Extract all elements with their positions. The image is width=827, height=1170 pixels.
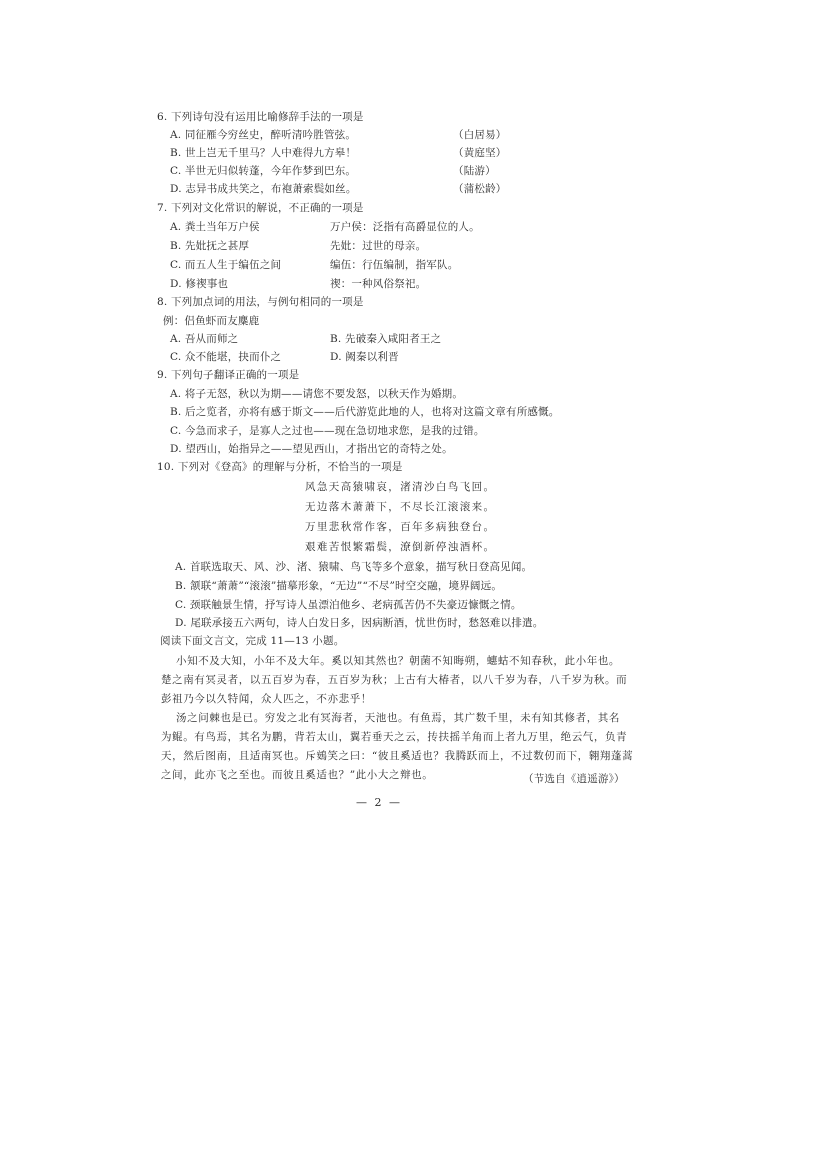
q10-option-a: A. 首联选取天、风、沙、渚、猿啸、鸟飞等多个意象，描写秋日登高见闻。 [175, 561, 533, 573]
poem-line: 无边落木萧萧下，不尽长江滚滚来。 [305, 501, 496, 513]
q7-expl-c: 编伍：行伍编制，指军队。 [330, 259, 459, 271]
q8-option-a: A. 吾从而师之 [170, 333, 239, 345]
q6-option-c: C. 半世无归似转蓬，今年作梦到巴东。 [170, 165, 357, 177]
q6-option-b-source: （黄庭坚） [453, 147, 507, 159]
passage-line: 彭祖乃今以久特闻，众人匹之，不亦悲乎！ [161, 693, 372, 705]
q7-term-d: D. 修禊事也 [170, 278, 229, 290]
q10-option-d: D. 尾联承接五六两句，诗人白发日多，因病断酒，忧世伤时，愁怒难以排遣。 [175, 617, 544, 629]
passage-line: 楚之南有冥灵者，以五百岁为春，五百岁为秋；上古有大椿者，以八千岁为春，八千岁为秋。而 [161, 674, 628, 686]
q6-option-c-source: （陆游） [453, 165, 496, 177]
q7-stem: 7. 下列对文化常识的解说，不正确的一项是 [157, 202, 364, 214]
q8-example: 例：侣鱼虾而友麋鹿 [163, 315, 260, 327]
q7-expl-a: 万户侯：泛指有高爵显位的人。 [330, 221, 480, 233]
passage-line: 汤之问棘也是已。穷发之北有冥海者，天池也。有鱼焉，其广数千里，未有知其修者，其名 [176, 712, 620, 724]
q8-option-b: B. 先破秦入咸阳者王之 [330, 333, 442, 345]
poem-line: 艰难苦恨繁霜鬓，潦倒新停浊酒杯。 [305, 541, 496, 553]
page-number: — 2 — [356, 796, 402, 809]
reading-intro: 阅读下面文言文，完成 11—13 小题。 [160, 635, 345, 647]
passage-line: 小知不及大知，小年不及大年。奚以知其然也？朝菌不知晦朔，蟪蛄不知春秋，此小年也。 [176, 655, 620, 667]
q8-option-c: C. 众不能堪，抉而仆之 [170, 351, 282, 363]
q7-term-b: B. 先妣抚之甚厚 [170, 240, 250, 252]
q10-option-b: B. 颔联“萧萧”“滚滚”描摹形象，“无边”“不尽”时空交融，境界阔远。 [175, 580, 503, 592]
q6-option-a: A. 同征雁今穷丝史，醉听清吟胜管弦。 [170, 129, 357, 141]
q10-stem: 10. 下列对《登高》的理解与分析，不恰当的一项是 [157, 461, 403, 473]
q7-term-a: A. 粪土当年万户侯 [170, 221, 260, 233]
q6-option-d: D. 志异书成共笑之，布袍萧索鬓如丝。 [170, 183, 357, 195]
q6-option-a-source: （白居易） [453, 129, 507, 141]
poem-line: 万里悲秋常作客，百年多病独登台。 [305, 521, 496, 533]
passage-line: 天，然后图南，且适南冥也。斥鴳笑之曰：“彼且奚适也？我腾跃而上，不过数仞而下，翱翔蓬蒿 [161, 750, 634, 762]
q9-option-d: D. 望西山，始指异之——望见西山，才指出它的奇特之处。 [170, 443, 453, 455]
q9-option-a: A. 将子无怒，秋以为期——请您不要发怒，以秋天作为婚期。 [170, 388, 464, 400]
q9-stem: 9. 下列句子翻译正确的一项是 [157, 369, 300, 381]
q6-option-d-source: （蒲松龄） [453, 183, 507, 195]
q10-option-c: C. 颈联触景生情，抒写诗人虽漂泊他乡、老病孤苦仍不失豪迈慷慨之情。 [175, 599, 522, 611]
q6-stem: 6. 下列诗句没有运用比喻修辞手法的一项是 [157, 111, 364, 123]
q7-expl-b: 先妣：过世的母亲。 [330, 240, 427, 252]
q6-option-b: B. 世上岂无千里马？人中难得九方皋！ [170, 147, 357, 159]
passage-source: （节选自《逍遥游》） [523, 773, 625, 785]
q9-option-b: B. 后之览者，亦将有感于斯文——后代游览此地的人，也将对这篇文章有所感慨。 [170, 406, 560, 418]
passage-line: 之间，此亦飞之至也。而彼且奚适也？”此小大之辩也。 [161, 769, 434, 781]
q7-term-c: C. 而五人生于编伍之间 [170, 259, 282, 271]
poem-line: 风急天高猿啸哀，渚清沙白鸟飞回。 [305, 481, 496, 493]
q8-stem: 8. 下列加点词的用法，与例句相同的一项是 [157, 296, 364, 308]
passage-line: 为鲲。有鸟焉，其名为鹏，背若太山，翼若垂天之云，抟扶摇羊角而上者九万里，绝云气，负青 [161, 731, 628, 743]
q8-option-d: D. 阙秦以利晋 [330, 351, 399, 363]
q7-expl-d: 禊：一种风俗祭祀。 [330, 278, 427, 290]
q9-option-c: C. 今急而求子，是寡人之过也——现在急切地求您，是我的过错。 [170, 425, 485, 437]
